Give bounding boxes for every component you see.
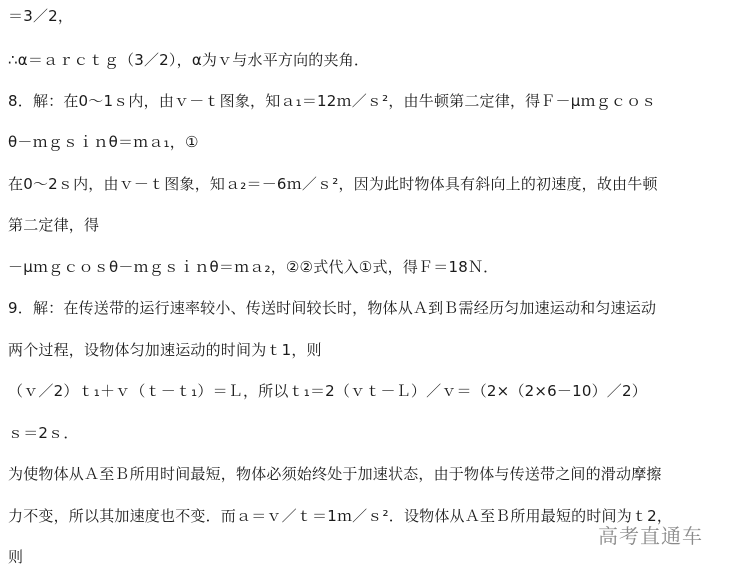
text-line-3: 8．解：在0～1ｓ内，由ｖ－ｔ图象，知ａ₁＝12ｍ／ｓ²，由牛顿第二定律，得Ｆ－μｍｇｃｏｓ — [8, 92, 657, 110]
text-line-5: 在0～2ｓ内，由ｖ－ｔ图象，知ａ₂＝－6ｍ／ｓ²，因为此时物体具有斜向上的初速度，故由牛顿 — [8, 175, 658, 193]
text-line-14: 则 — [8, 548, 24, 566]
text-line-8: 9．解：在传送带的运行速率较小、传送时间较长时，物体从Ａ到Ｂ需经历匀加速运动和匀速运动 — [8, 299, 657, 317]
text-line-1: ＝3／2， — [8, 7, 74, 25]
text-line-13: 力不变，所以其加速度也不变．而ａ＝ｖ／ｔ＝1ｍ／ｓ²．设物体从Ａ至Ｂ所用最短的时间为ｔ2， — [8, 507, 673, 525]
text-line-10: （ｖ／2）ｔ₁＋ｖ（ｔ－ｔ₁）＝Ｌ，所以ｔ₁＝2（ｖｔ－Ｌ）／ｖ＝（2×（2×6－10）／2） — [8, 382, 647, 400]
text-line-12: 为使物体从Ａ至Ｂ所用时间最短，物体必须始终处于加速状态，由于物体与传送带之间的滑动摩擦 — [8, 465, 662, 483]
text-line-2: ∴α＝ａｒｃｔｇ（3／2），α为ｖ与水平方向的夹角． — [8, 51, 370, 69]
text-line-6: 第二定律，得 — [8, 216, 100, 234]
text-line-9: 两个过程，设物体匀加速运动的时间为ｔ1，则 — [8, 341, 322, 359]
watermark: 高考直通车 — [598, 524, 703, 548]
text-line-11: ｓ＝2ｓ． — [8, 424, 79, 442]
text-line-7: －μｍｇｃｏｓθ－ｍｇｓｉｎθ＝ｍａ₂，②②式代入①式，得Ｆ＝18Ｎ． — [8, 258, 499, 276]
text-line-4: θ－ｍｇｓｉｎθ＝ｍａ₁，① — [8, 133, 199, 151]
